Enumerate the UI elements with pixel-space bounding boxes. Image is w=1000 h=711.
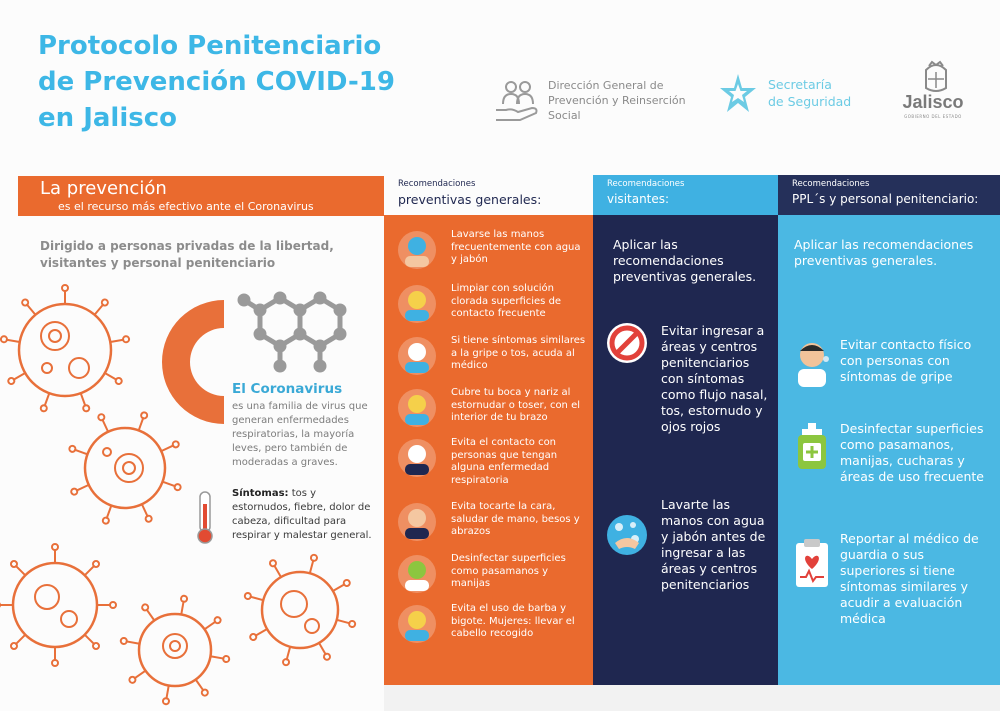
face-touch-icon <box>396 501 438 543</box>
title-line-1: Protocolo Penitenciario <box>38 31 382 61</box>
prevention-subheading: es el recurso más efectivo ante el Coronavirus <box>58 200 314 213</box>
column-header <box>593 175 778 215</box>
virus-icon <box>69 412 182 525</box>
general-item <box>396 229 586 277</box>
no-entry-icon <box>605 321 649 365</box>
seguridad-line-1: Secretaría <box>768 77 832 92</box>
general-item-text: Evita tocarte la cara, saludar de mano, besos y abrazos <box>451 501 580 537</box>
star-badge-icon <box>716 72 760 116</box>
logo-secretaria-seguridad <box>716 72 886 122</box>
sanitizer-icon <box>396 553 438 595</box>
staff-item-2-text: Desinfectar superficies como pasamanos, manijas, cucharas y áreas de uso frecuente <box>840 421 984 484</box>
apply-general-text: Aplicar las recomendaciones preventivas generales. <box>794 237 974 268</box>
symptoms-label: Síntomas: <box>232 488 289 499</box>
people-hand-icon <box>494 78 542 124</box>
wash-hands-text: Lavarte las manos con agua y jabón antes de ingresar a las áreas y centros penitenciarios <box>661 497 766 592</box>
logo-dgprs <box>494 78 704 128</box>
column-header <box>778 175 1000 215</box>
handwash-icon <box>396 229 438 271</box>
medical-clipboard-icon <box>790 537 834 589</box>
seguridad-line-2: de Seguridad <box>768 94 852 109</box>
column-visitors <box>593 175 778 685</box>
general-item-text: Evita el contacto con personas que tengan alguna enfermedad respiratoria <box>451 437 558 486</box>
staff-item-3-text: Reportar al médico de guardia o sus superiores si tiene síntomas similares y acudir a evaluación médica <box>840 531 979 626</box>
coughing-man-icon <box>790 339 834 389</box>
column-header-small: Recomendaciones <box>792 179 870 189</box>
column-header-big: PPL´s y personal penitenciario: <box>792 192 979 206</box>
dgprs-line-3: Social <box>548 109 581 122</box>
title-line-2: de Prevención COVID-19 <box>38 67 395 97</box>
sneeze-elbow-icon <box>396 387 438 429</box>
apply-general-text: Aplicar las recomendaciones preventivas generales. <box>613 237 757 284</box>
beard-hair-icon <box>396 603 438 645</box>
symptoms-text <box>232 487 377 543</box>
general-item <box>396 437 586 485</box>
dgprs-line-1: Dirección General de <box>548 79 664 92</box>
jalisco-subtitle: GOBIERNO DEL ESTADO <box>904 114 962 119</box>
general-item-text: Cubre tu boca y nariz al estornudar o toser, con el interior de tu brazo <box>451 387 581 423</box>
thermometer-icon <box>198 492 212 543</box>
virus-icon <box>0 544 116 666</box>
general-item <box>396 283 586 331</box>
sanitizer-bottle-icon <box>792 421 832 471</box>
general-item <box>396 553 586 601</box>
molecule-icon <box>240 294 344 370</box>
half-ring-shape <box>162 300 224 424</box>
column-general-recommendations <box>384 175 593 685</box>
column-header-big: visitantes: <box>607 192 670 206</box>
jalisco-wordmark: Jalisco <box>902 92 964 112</box>
coronavirus-description: es una familia de virus que generan enfermedades respiratorias, la mayoría leves, pero también de moderadas a graves. <box>232 401 368 468</box>
general-item-text: Si tiene síntomas similares a la gripe o tos, acuda al médico <box>451 335 586 371</box>
column-header <box>384 175 593 215</box>
coat-of-arms-icon <box>899 58 973 94</box>
column-header-small: Recomendaciones <box>607 179 685 189</box>
column-header-small: Recomendaciones <box>398 179 476 189</box>
logo-jalisco <box>896 58 976 128</box>
title-line-3: en Jalisco <box>38 103 177 133</box>
prevention-banner <box>18 176 384 216</box>
nurse-icon <box>396 335 438 377</box>
spray-bottle-icon <box>396 283 438 325</box>
column-header-big: preventivas generales: <box>398 192 542 207</box>
dgprs-label <box>548 78 686 123</box>
virus-icon <box>0 285 129 412</box>
general-item-text: Evita el uso de barba y bigote. Mujeres: llevar el cabello recogido <box>451 603 575 639</box>
general-item <box>396 603 586 651</box>
general-item <box>396 335 586 383</box>
general-item-text: Desinfectar superficies como pasamanos y manijas <box>451 553 566 589</box>
dgprs-line-2: Prevención y Reinserción <box>548 94 686 107</box>
page-title <box>38 28 395 136</box>
virus-icon <box>120 595 229 704</box>
general-item-text: Lavarse las manos frecuentemente con agua y jabón <box>451 229 581 265</box>
general-item <box>396 501 586 549</box>
column-staff <box>778 175 1000 685</box>
general-item <box>396 387 586 435</box>
virus-icon <box>244 554 356 666</box>
prevention-heading: La prevención <box>40 178 167 199</box>
avoid-entry-text: Evitar ingresar a áreas y centros penitenciarios con síntomas como flujo nasal, tos, estornudo y ojos rojos <box>661 323 768 434</box>
bottom-margin <box>384 685 1000 711</box>
sick-person-icon <box>396 437 438 479</box>
seguridad-label <box>768 76 851 110</box>
staff-item-1-text: Evitar contacto físico con personas con síntomas de gripe <box>840 337 972 384</box>
audience-text: Dirigido a personas privadas de la libertad, visitantes y personal penitenciario <box>40 239 334 270</box>
general-item-text: Limpiar con solución clorada superficies de contacto frecuente <box>451 283 562 319</box>
handwash-icon <box>605 513 649 557</box>
symptoms-list: tos y estornudos, fiebre, dolor de cabeza, dificultad para respirar y malestar general. <box>232 488 372 541</box>
coronavirus-title: El Coronavirus <box>232 381 343 397</box>
